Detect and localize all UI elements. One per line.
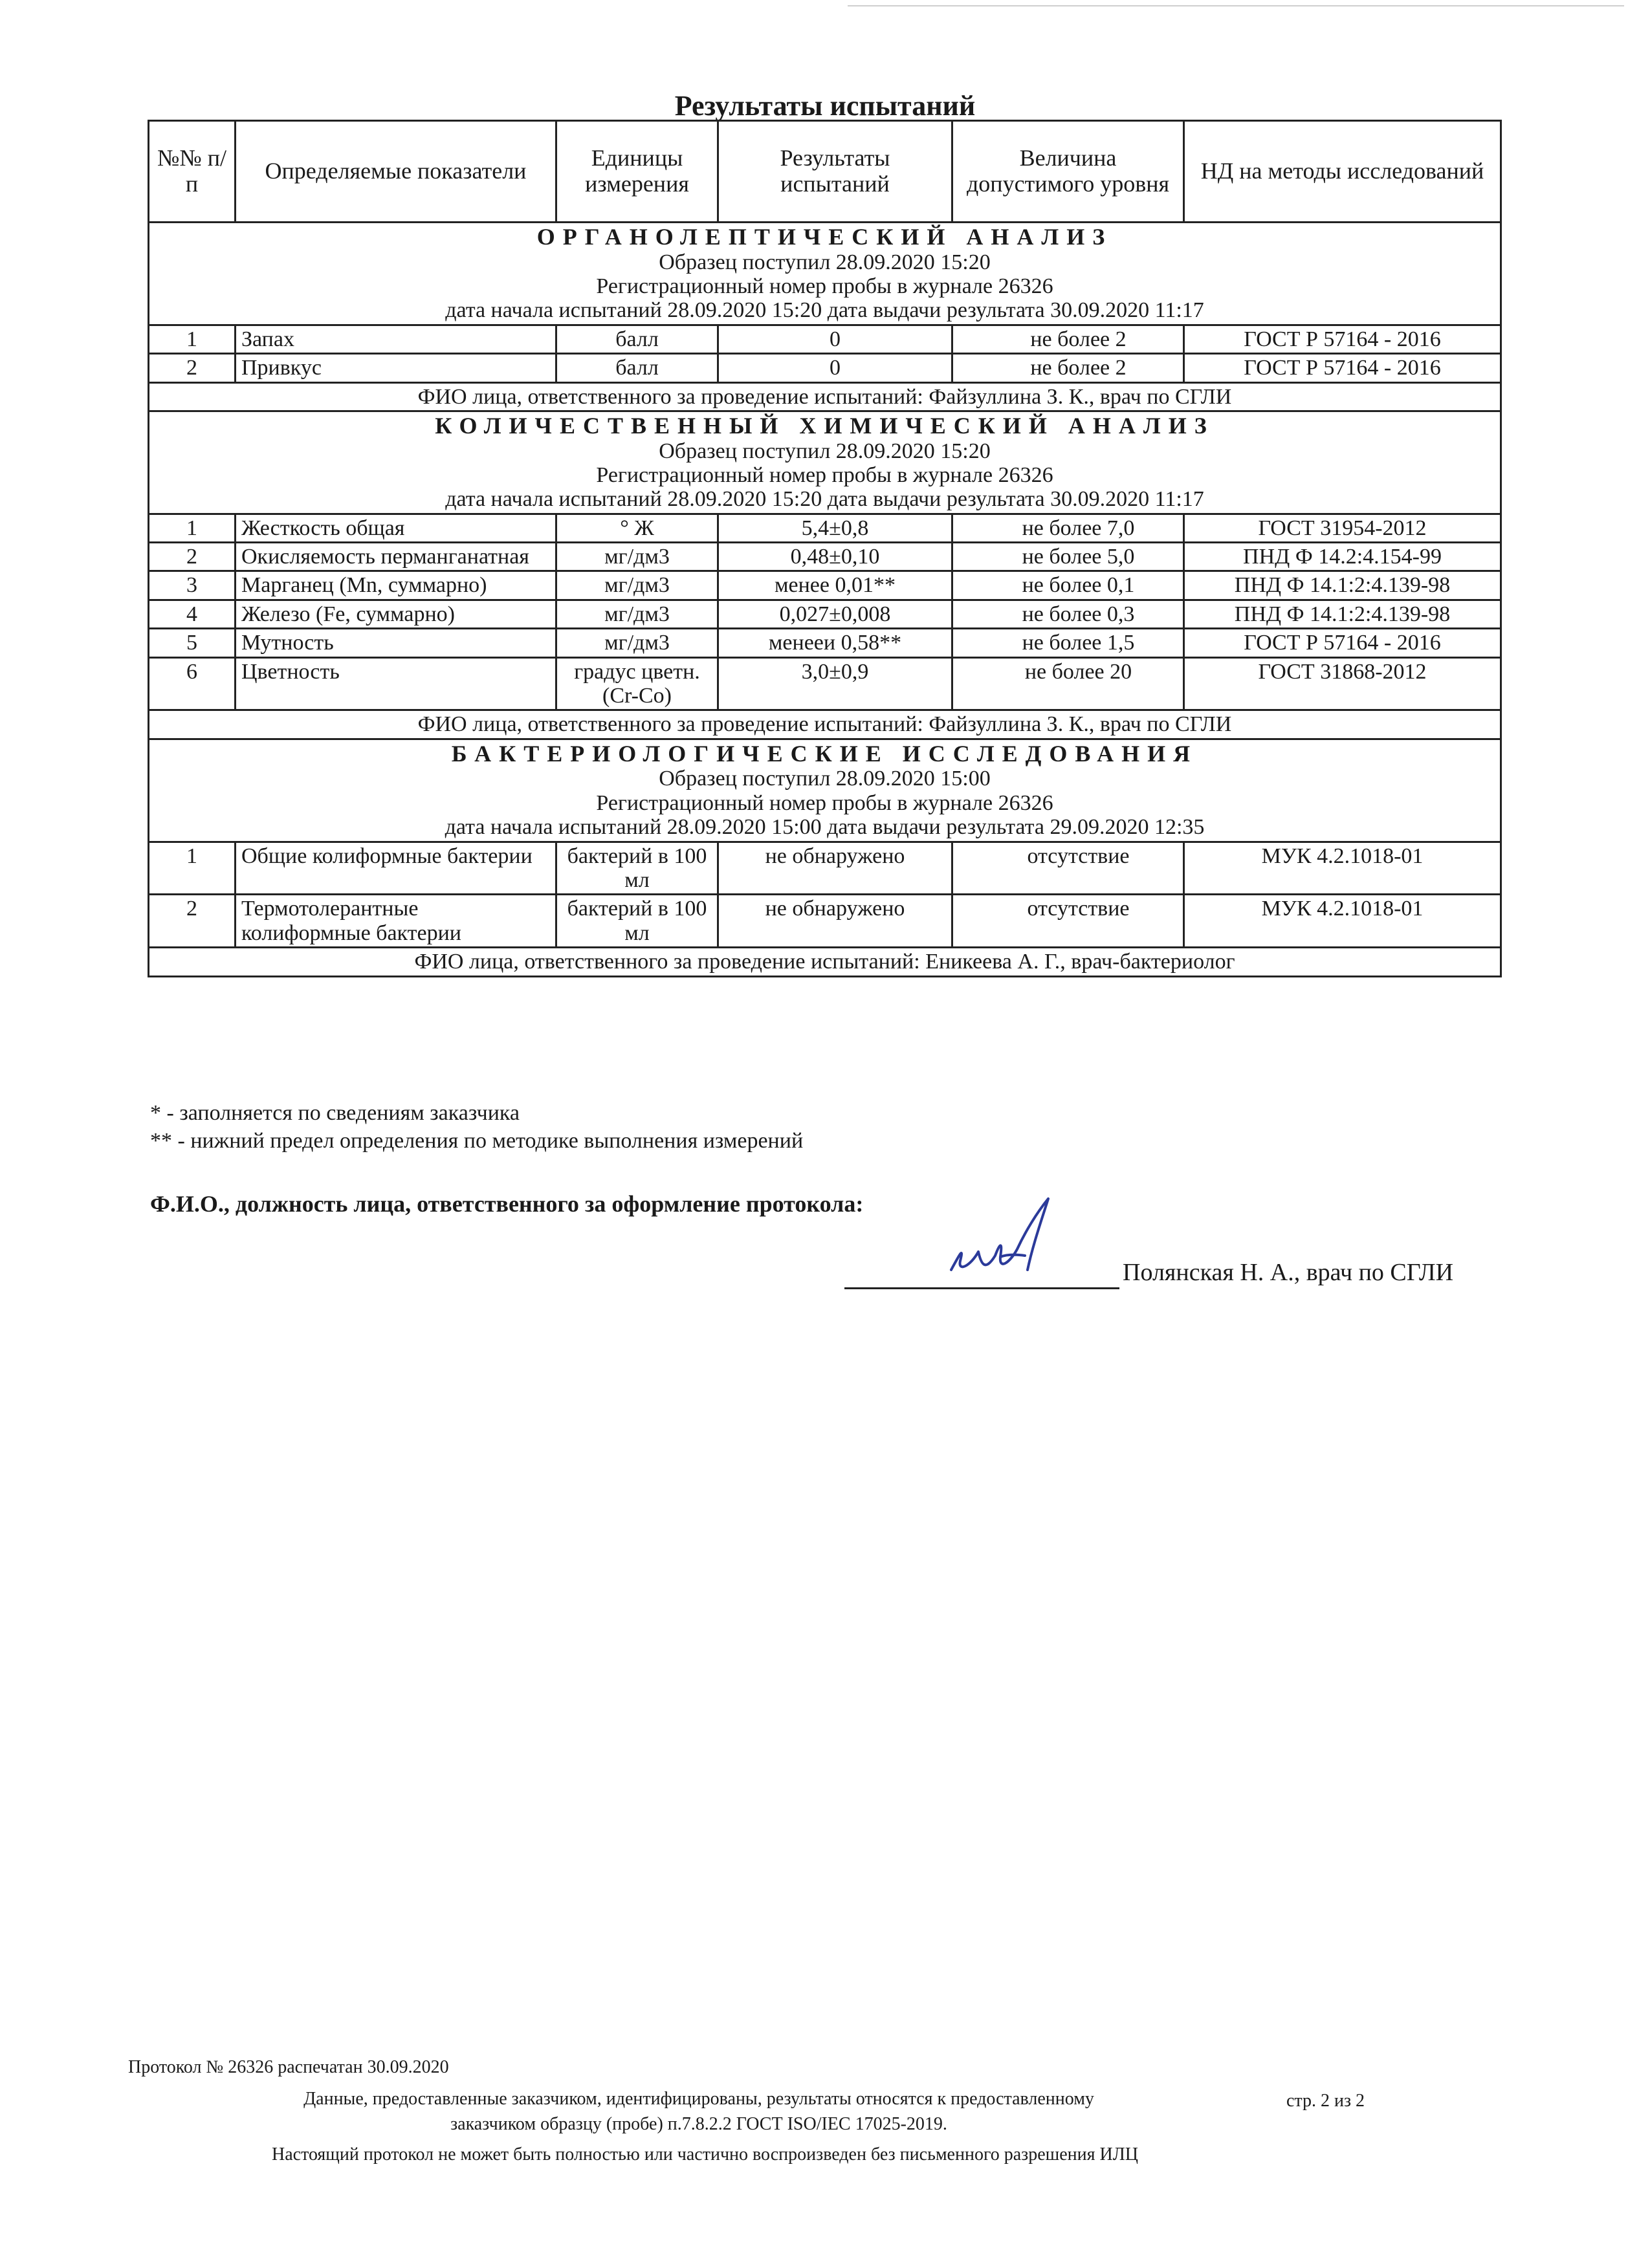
- result-cell: 0: [718, 354, 952, 382]
- unit-cell: мг/дм3: [556, 600, 718, 628]
- limit-cell: отсутствие: [952, 842, 1184, 895]
- result-cell: 0,48±0,10: [718, 543, 952, 571]
- section-title: ОРГАНОЛЕПТИЧЕСКИЙ АНАЛИЗ: [536, 224, 1113, 250]
- table-row: [149, 514, 1501, 542]
- method-cell: ГОСТ Р 57164 - 2016: [1184, 629, 1501, 657]
- result-cell: 5,4±0,8: [718, 514, 952, 542]
- page-number: стр. 2 из 2: [1286, 2091, 1365, 2111]
- method-cell: ГОСТ Р 57164 - 2016: [1184, 325, 1501, 353]
- unit-cell: бактерий в 100 мл: [556, 842, 718, 895]
- parameter-cell: Жесткость общая: [236, 514, 556, 542]
- parameter-cell: Общие колиформные бактерии: [236, 842, 556, 895]
- row-number-cell: 3: [149, 571, 236, 600]
- table-row: [149, 895, 1501, 948]
- method-cell: ПНД Ф 14.1:2:4.139-98: [1184, 600, 1501, 628]
- footer-data-line: заказчиком образцу (пробе) п.7.8.2.2 ГОСТ ISO/IEC 17025-2019.: [450, 2114, 947, 2135]
- responsible-person: ФИО лица, ответственного за проведение испытаний: Файзуллина З. К., врач по СГЛИ: [149, 382, 1501, 411]
- limit-cell: не более 20: [952, 657, 1184, 710]
- responsible-row: [149, 382, 1501, 411]
- limit-cell: не более 1,5: [952, 629, 1184, 657]
- limit-cell: не более 2: [952, 325, 1184, 353]
- row-number-cell: 2: [149, 895, 236, 948]
- result-cell: не обнаружено: [718, 895, 952, 948]
- signature-title: Ф.И.О., должность лица, ответственного за оформление протокола:: [150, 1191, 864, 1217]
- row-number-cell: 1: [149, 842, 236, 895]
- method-cell: МУК 4.2.1018-01: [1184, 842, 1501, 895]
- table-row: [149, 354, 1501, 382]
- col-header-method: НД на методы исследований: [1184, 121, 1501, 223]
- limit-cell: не более 5,0: [952, 543, 1184, 571]
- col-header-limit: Величина допустимого уровня: [952, 121, 1184, 223]
- footnotes: [150, 1100, 803, 1155]
- col-header-num: №№ п/п: [149, 121, 236, 223]
- footer-data-note: [214, 2086, 1184, 2137]
- unit-cell: мг/дм3: [556, 571, 718, 600]
- result-cell: 0: [718, 325, 952, 353]
- parameter-cell: Термотолерантные колиформные бактерии: [236, 895, 556, 948]
- table-row: [149, 657, 1501, 710]
- section-title: БАКТЕРИОЛОГИЧЕСКИЕ ИССЛЕДОВАНИЯ: [451, 740, 1198, 767]
- footer-protocol: Протокол № 26326 распечатан 30.09.2020: [128, 2057, 449, 2077]
- limit-cell: не более 0,1: [952, 571, 1184, 600]
- footnote: ** - нижний предел определения по методике выполнения измерений: [150, 1128, 804, 1153]
- limit-cell: отсутствие: [952, 895, 1184, 948]
- footer-copyright: Настоящий протокол не может быть полностью или частично воспроизведен без письменного разрешения ИЛЦ: [272, 2144, 1138, 2164]
- table-row: [149, 629, 1501, 657]
- row-number-cell: 6: [149, 657, 236, 710]
- section-info-line: Регистрационный номер пробы в журнале 26326: [596, 274, 1053, 298]
- result-cell: менее 0,01**: [718, 571, 952, 600]
- table-header-row: [149, 121, 1501, 223]
- section-header-cell: [149, 739, 1501, 842]
- row-number-cell: 2: [149, 354, 236, 382]
- method-cell: МУК 4.2.1018-01: [1184, 895, 1501, 948]
- footnote: * - заполняется по сведениям заказчика: [150, 1101, 520, 1125]
- method-cell: ГОСТ Р 57164 - 2016: [1184, 354, 1501, 382]
- table-row: [149, 842, 1501, 895]
- parameter-cell: Мутность: [236, 629, 556, 657]
- table-row: [149, 600, 1501, 628]
- page-title: Результаты испытаний: [674, 90, 976, 122]
- section-info-line: Образец поступил 28.09.2020 15:20: [659, 250, 991, 274]
- col-header-parameter: Определяемые показатели: [236, 121, 556, 223]
- responsible-row: [149, 710, 1501, 739]
- unit-cell: бактерий в 100 мл: [556, 895, 718, 948]
- table-row: [149, 571, 1501, 600]
- section-title: КОЛИЧЕСТВЕННЫЙ ХИМИЧЕСКИЙ АНАЛИЗ: [435, 412, 1215, 439]
- responsible-row: [149, 948, 1501, 976]
- parameter-cell: Марганец (Mn, суммарно): [236, 571, 556, 600]
- parameter-cell: Окисляемость перманганатная: [236, 543, 556, 571]
- parameter-cell: Цветность: [236, 657, 556, 710]
- result-cell: 0,027±0,008: [718, 600, 952, 628]
- parameter-cell: Запах: [236, 325, 556, 353]
- unit-cell: балл: [556, 354, 718, 382]
- result-cell: 3,0±0,9: [718, 657, 952, 710]
- scan-edge-line: [848, 5, 1624, 6]
- col-header-result: Результаты испытаний: [718, 121, 952, 223]
- section-info-line: Образец поступил 28.09.2020 15:00: [659, 767, 991, 791]
- section-info-line: дата начала испытаний 28.09.2020 15:20 дата выдачи результата 30.09.2020 11:17: [445, 298, 1204, 323]
- limit-cell: не более 2: [952, 354, 1184, 382]
- table-body: [149, 223, 1501, 977]
- section-header-cell: [149, 223, 1501, 325]
- results-sheet: [148, 120, 1500, 977]
- responsible-person: ФИО лица, ответственного за проведение испытаний: Файзуллина З. К., врач по СГЛИ: [149, 710, 1501, 739]
- row-number-cell: 4: [149, 600, 236, 628]
- handwritten-signature: [945, 1194, 1068, 1291]
- row-number-cell: 5: [149, 629, 236, 657]
- method-cell: ГОСТ 31868-2012: [1184, 657, 1501, 710]
- method-cell: ПНД Ф 14.2:4.154-99: [1184, 543, 1501, 571]
- section-info-line: дата начала испытаний 28.09.2020 15:20 дата выдачи результата 30.09.2020 11:17: [445, 487, 1204, 512]
- result-cell: не обнаружено: [718, 842, 952, 895]
- parameter-cell: Привкус: [236, 354, 556, 382]
- table-row: [149, 325, 1501, 353]
- footer-data-line: Данные, предоставленные заказчиком, идентифицированы, результаты относятся к предоставленному: [303, 2089, 1094, 2109]
- section-header: [149, 739, 1501, 842]
- method-cell: ГОСТ 31954-2012: [1184, 514, 1501, 542]
- row-number-cell: 2: [149, 543, 236, 571]
- section-info-line: Регистрационный номер пробы в журнале 26326: [596, 791, 1053, 815]
- results-table: [148, 120, 1502, 977]
- row-number-cell: 1: [149, 325, 236, 353]
- responsible-person: ФИО лица, ответственного за проведение испытаний: Еникеева А. Г., врач-бактериолог: [149, 948, 1501, 976]
- unit-cell: балл: [556, 325, 718, 353]
- method-cell: ПНД Ф 14.1:2:4.139-98: [1184, 571, 1501, 600]
- unit-cell: мг/дм3: [556, 629, 718, 657]
- section-info-line: Регистрационный номер пробы в журнале 26326: [596, 463, 1053, 487]
- section-info-line: дата начала испытаний 28.09.2020 15:00 дата выдачи результата 29.09.2020 12:35: [445, 815, 1205, 840]
- section-header: [149, 223, 1501, 325]
- col-header-unit: Единицы измерения: [556, 121, 718, 223]
- parameter-cell: Железо (Fe, суммарно): [236, 600, 556, 628]
- signer-name: Полянская Н. А., врач по СГЛИ: [1123, 1259, 1454, 1286]
- result-cell: менееи 0,58**: [718, 629, 952, 657]
- section-header: [149, 411, 1501, 514]
- section-info-line: Образец поступил 28.09.2020 15:20: [659, 439, 991, 463]
- limit-cell: не более 0,3: [952, 600, 1184, 628]
- unit-cell: ° Ж: [556, 514, 718, 542]
- unit-cell: мг/дм3: [556, 543, 718, 571]
- section-header-cell: [149, 411, 1501, 514]
- unit-cell: градус цветн.(Cr-Co): [556, 657, 718, 710]
- limit-cell: не более 7,0: [952, 514, 1184, 542]
- row-number-cell: 1: [149, 514, 236, 542]
- table-row: [149, 543, 1501, 571]
